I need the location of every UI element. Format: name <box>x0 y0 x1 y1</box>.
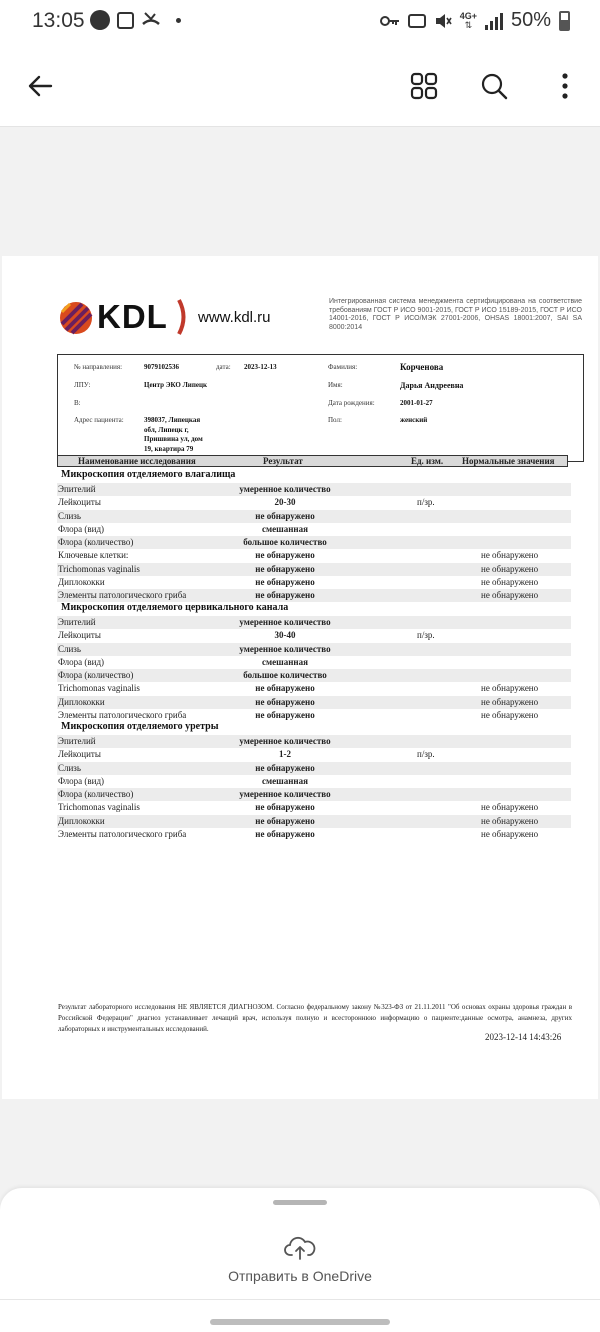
header-name: Наименование исследования <box>78 456 196 466</box>
header-unit: Ед. изм. <box>411 456 444 466</box>
cell-test-name: Флора (количество) <box>58 670 134 680</box>
table-row <box>57 656 571 669</box>
cell-result-text: не обнаружено <box>255 683 315 694</box>
cell-result-text: не обнаружено <box>255 510 315 521</box>
surname-value: Корченова <box>400 362 444 372</box>
cell-result-text: смешанная <box>262 523 308 534</box>
cell-test-name: Эпителий <box>58 617 96 627</box>
cell-norm: не обнаружено <box>481 563 539 574</box>
sex-label: Пол: <box>328 416 342 424</box>
referral-label: № направления: <box>74 363 123 371</box>
sex-value: женский <box>400 416 428 424</box>
table-row <box>57 696 571 709</box>
date-label: дата: <box>216 363 231 371</box>
table-row <box>57 748 571 761</box>
logo-url: www.kdl.ru <box>198 309 271 326</box>
table-row <box>57 523 571 536</box>
cell-result-text: смешанная <box>262 656 308 667</box>
cell-test-name: Trichomonas vaginalis <box>58 683 140 694</box>
table-row <box>57 709 571 722</box>
battery-percent: 50% <box>510 9 551 31</box>
cell-result-text: не обнаружено <box>255 550 315 561</box>
cell-test-name: Флора (количество) <box>58 789 134 799</box>
cell-result-text: не обнаружено <box>255 590 315 600</box>
address-value: 398037, Липецкая обл, Липецк г, Пришвина ул, дом 19, квартира 79 <box>144 416 203 453</box>
cell-norm: не обнаружено <box>481 550 539 561</box>
table-row <box>57 629 571 642</box>
cell-result-text: 20-30 <box>274 497 296 508</box>
cell-test-name: Trichomonas vaginalis <box>58 802 140 813</box>
cell-result-text: не обнаружено <box>255 576 315 587</box>
table-row <box>57 801 571 814</box>
header-norm: Нормальные значения <box>462 456 555 466</box>
sheet-drag-handle[interactable] <box>273 1200 327 1205</box>
cell-result-text: умеренное количество <box>239 643 331 654</box>
cell-result-text: 30-40 <box>274 630 296 641</box>
cell-unit: п/зр. <box>417 497 435 508</box>
cell-test-name: Элементы патологического гриба <box>58 709 187 720</box>
cell-result-text: не обнаружено <box>255 762 315 773</box>
cell-test-name: Флора (вид) <box>58 775 105 786</box>
cell-test-name: Лейкоциты <box>58 497 101 508</box>
referral-value: 9079102536 <box>144 363 179 371</box>
table-row <box>57 549 571 562</box>
cell-test-name: Диплококки <box>58 815 105 826</box>
cell-norm: не обнаружено <box>481 576 539 587</box>
table-row <box>57 589 571 602</box>
cell-result-text: умеренное количество <box>239 736 331 746</box>
table-row <box>57 483 571 496</box>
cell-result-text: смешанная <box>262 775 308 786</box>
kdl-logo-icon <box>58 300 94 336</box>
certification-text: Интегрированная система менеджмента сертифицирована на соответствие требованиям ГОСТ Р ИСО 9001-2015, ГОСТ Р ИСО 15189-2015, ГОСТ Р ИСО 14001-2016, ГОСТ Р ИСО/МЭК 27001-2006, OHSAS 18001:2007, SAI SA 8000:2014 <box>329 298 582 331</box>
table-row <box>57 788 571 801</box>
footer-timestamp: 2023-12-14 14:43:26 <box>485 1032 562 1042</box>
cell-test-name: Флора (количество) <box>58 537 134 547</box>
date-value: 2023-12-13 <box>244 363 277 371</box>
table-row <box>57 563 571 576</box>
cell-result-text: не обнаружено <box>255 828 315 839</box>
cell-test-name: Trichomonas vaginalis <box>58 563 140 574</box>
lpu-label: ЛПУ: <box>74 381 91 389</box>
table-row <box>57 682 571 695</box>
cell-test-name: Слизь <box>58 762 81 773</box>
table-row <box>57 669 571 682</box>
cell-test-name: Эпителий <box>58 484 96 494</box>
cell-norm: не обнаружено <box>481 590 539 600</box>
table-row <box>57 775 571 788</box>
v-label: В: <box>74 399 81 407</box>
cell-result-text: не обнаружено <box>255 802 315 813</box>
name-value: Дарья Андреевна <box>400 381 464 390</box>
cell-result-text: не обнаружено <box>255 815 315 826</box>
gesture-nav-bar[interactable] <box>210 1319 390 1325</box>
section-title: Микроскопия отделяемого цервикального канала <box>61 602 289 613</box>
section-title: Микроскопия отделяемого влагалища <box>61 469 236 480</box>
logo-text: KDL <box>97 298 168 335</box>
footer-disclaimer: Результат лабораторного исследования НЕ ЯВЛЯЕТСЯ ДИАГНОЗОМ. Согласно федеральному закону №323-ФЗ от 21.11.2011 "Об основах охраны здоровья граждан в Российской Федерации" диагноз устанавливает лечащий врач, используя полную и всестороннюю информацию о пациенте:данные осмотра, анамнеза, других лабораторных и инструментальных исследований. <box>58 1003 572 1033</box>
patient-info-box <box>57 354 584 462</box>
cell-norm: не обнаружено <box>481 828 539 839</box>
status-time: 13:05 <box>32 9 85 32</box>
table-row <box>57 576 571 589</box>
cell-norm: не обнаружено <box>481 815 539 826</box>
cell-result-text: не обнаружено <box>255 709 315 720</box>
cell-norm: не обнаружено <box>481 802 539 813</box>
cell-test-name: Флора (вид) <box>58 523 105 534</box>
table-row <box>57 616 571 629</box>
table-row <box>57 735 571 748</box>
cloud-upload-icon[interactable] <box>284 1235 316 1261</box>
cell-test-name: Диплококки <box>58 576 105 587</box>
cell-result-text: не обнаружено <box>255 696 315 707</box>
section-title: Микроскопия отделяемого уретры <box>61 721 219 732</box>
send-to-onedrive-button[interactable]: Отправить в OneDrive <box>228 1268 372 1284</box>
table-row <box>57 762 571 775</box>
cell-result-text: умеренное количество <box>239 617 331 627</box>
name-label: Имя: <box>328 381 343 389</box>
header-result: Результат <box>263 456 303 466</box>
cell-norm: не обнаружено <box>481 709 539 720</box>
cell-test-name: Флора (вид) <box>58 656 105 667</box>
cell-test-name: Слизь <box>58 510 81 521</box>
lpu-value: Центр ЭКО Липецк <box>144 381 208 389</box>
table-row <box>57 510 571 523</box>
cell-test-name: Слизь <box>58 643 81 654</box>
cell-result-text: большое количество <box>243 670 327 680</box>
cell-test-name: Диплококки <box>58 696 105 707</box>
cell-result-text: не обнаружено <box>255 563 315 574</box>
sheet-divider <box>0 1299 600 1300</box>
cell-unit: п/зр. <box>417 749 435 760</box>
table-row <box>57 496 571 509</box>
dob-label: Дата рождения: <box>328 399 375 407</box>
cell-result-text: 1-2 <box>279 749 291 760</box>
cell-test-name: Ключевые клетки: <box>58 550 129 561</box>
table-row <box>57 828 571 841</box>
cell-norm: не обнаружено <box>481 683 539 694</box>
network-type: 4G+ ⇅ <box>459 10 477 30</box>
cell-test-name: Эпителий <box>58 736 96 746</box>
cell-unit: п/зр. <box>417 630 435 641</box>
cell-result-text: умеренное количество <box>239 789 331 799</box>
table-row <box>57 643 571 656</box>
address-label: Адрес пациента: <box>74 416 124 424</box>
cell-result-text: умеренное количество <box>239 484 331 494</box>
dob-value: 2001-01-27 <box>400 399 433 407</box>
table-row <box>57 815 571 828</box>
table-row <box>57 536 571 549</box>
cell-test-name: Лейкоциты <box>58 749 101 760</box>
surname-label: Фамилия: <box>328 363 358 371</box>
cell-norm: не обнаружено <box>481 696 539 707</box>
cell-test-name: Лейкоциты <box>58 630 101 641</box>
cell-result-text: большое количество <box>243 537 327 547</box>
cell-test-name: Элементы патологического гриба <box>58 590 187 600</box>
logo-chevron-icon <box>176 298 190 336</box>
results-table-header <box>57 455 568 467</box>
cell-test-name: Элементы патологического гриба <box>58 828 187 839</box>
